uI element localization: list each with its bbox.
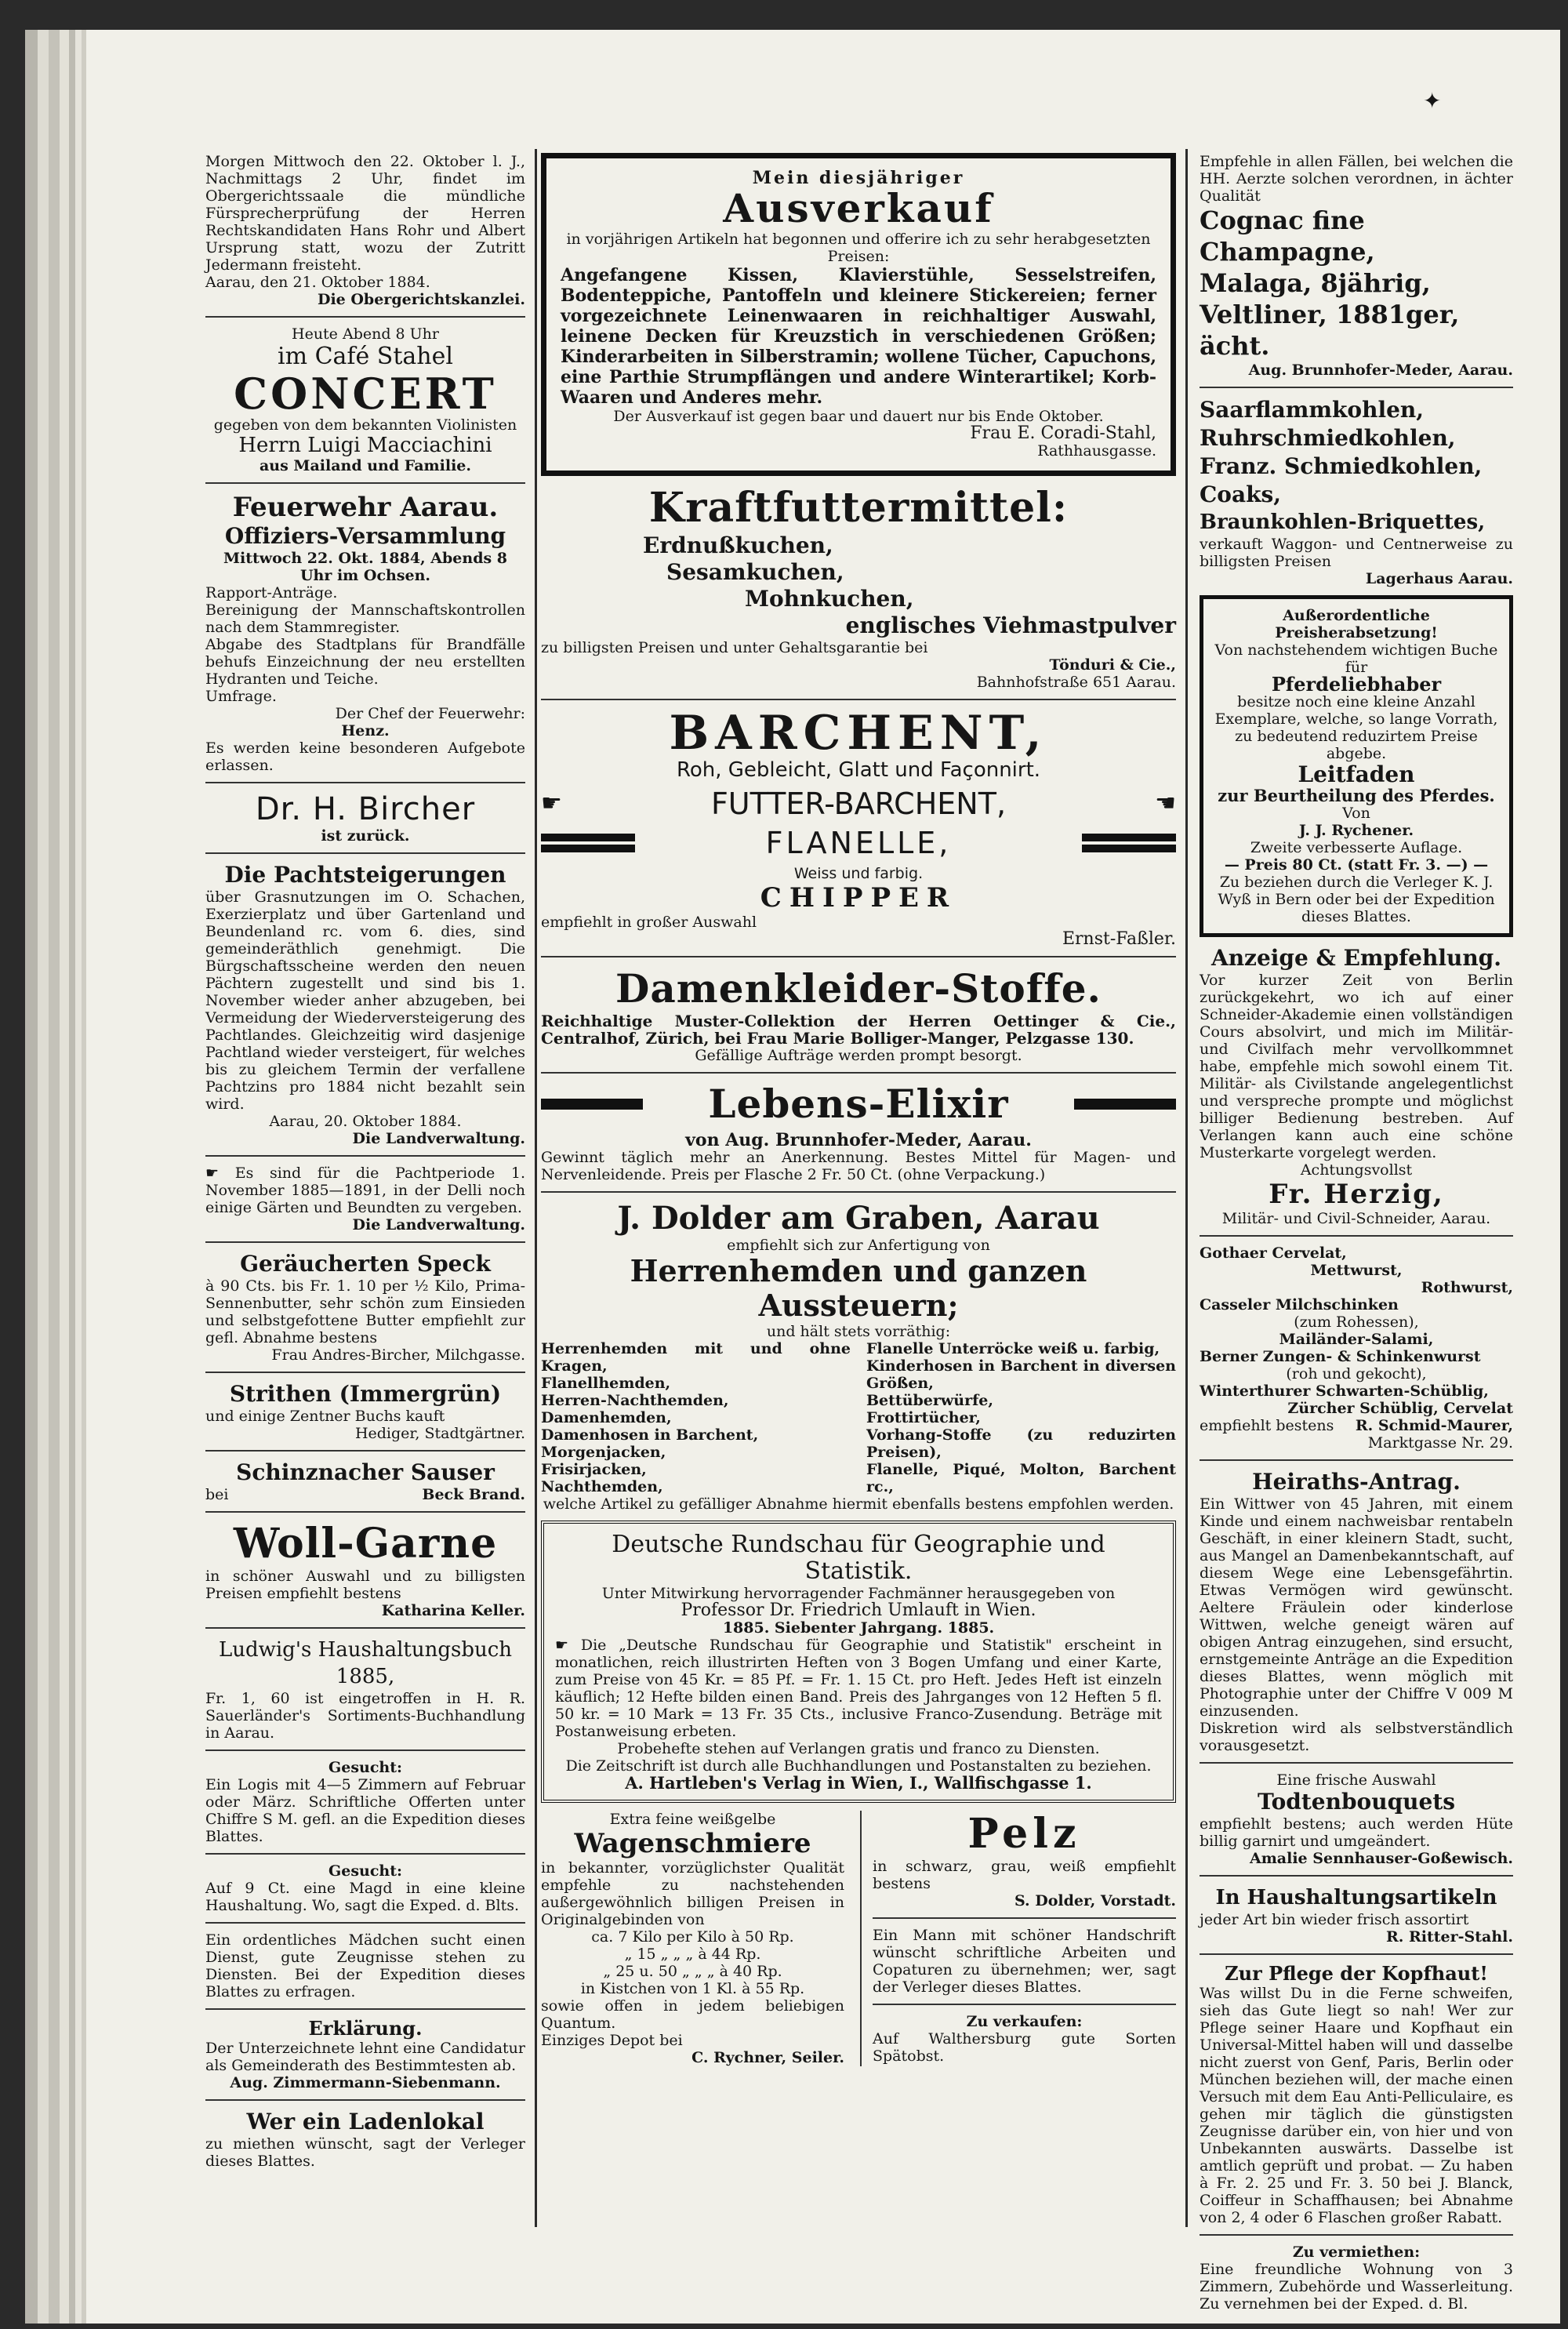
damen-title: Damenkleider-Stoffe. (615, 965, 1102, 1012)
column-2 (541, 153, 1176, 2066)
concert-sub: gegeben von dem bekannten Violinisten (213, 416, 517, 434)
kohlen-l1: Saarflammkohlen, (1200, 397, 1425, 423)
fire-head: Offiziers-Versammlung (224, 523, 506, 549)
pacht2-text: ☛ Es sind für die Pachtperiode 1. November 1885—1891, in der Delli noch einige Gärten und Beundten zu vergeben. (205, 1164, 525, 1216)
ad-kohlen (1200, 396, 1513, 587)
wurst-item: Mettwurst, (1310, 1262, 1403, 1279)
fire-item: Rapport-Anträge. (205, 584, 338, 601)
vermieten-title: Zu vermiethen: (1292, 2244, 1421, 2261)
pferde-head: Pferdeliebhaber (1271, 673, 1442, 696)
pferde-title: Leitfaden (1298, 761, 1415, 787)
right-subcolumn (860, 1811, 1176, 2066)
ad-kraftfutter (541, 484, 1176, 691)
cognac-sign: Aug. Brunnhofer-Meder, Aarau. (1248, 362, 1513, 379)
elixir-title: Lebens-Elixir (708, 1081, 1009, 1127)
separator (205, 782, 525, 783)
ad-pferde (1200, 595, 1513, 937)
erklaerung-text: Der Unterzeichnete lehnt eine Candidatur als Gemeinderath des Bestimmtesten ab. (205, 2040, 525, 2074)
wurst-sign1: R. Schmid-Maurer, (1355, 1417, 1513, 1434)
buch-title: Ludwig's Haushaltungsbuch 1885, (218, 1638, 513, 1688)
ad-herzig (1200, 945, 1513, 1227)
wolle-text: in schöner Auswahl und zu billigsten Preisen empfiehlt bestens (205, 1568, 525, 1602)
black-bar (541, 845, 635, 852)
gesucht1-text: Ein Logis mit 4—5 Zimmern auf Februar oder März. Schriftliche Offerten unter Chiffre S M. gefl. an die Expedition dieses Blattes. (205, 1776, 525, 1845)
kohlen-l5: Braunkohlen-Briquettes, (1200, 510, 1486, 534)
ad-cognac (1200, 153, 1513, 379)
separator (1200, 2234, 1513, 2236)
black-bar (1074, 1099, 1176, 1110)
kopfhaut-text: Was willst Du in die Ferne schweifen, sieh das Gute liegt so nah! Wer zur Pflege seiner Haare und Kopfhaut ein Universal-Mittel haben will und dasselbe nicht zuerst von Genf, Paris, Berlin oder München beziehen will, der mache einen Versuch mit dem Eau Anti-Pelliculaire, es gehen mir täglich die günstigsten Zeugnisse darüber ein, von hier und von Unbekannten auswärts. Dasselbe ist amtlich geprüft und probat. — Zu haben à Fr. 2. 25 und Fr. 3. 50 bei J. Blanck, Coiffeur in Schaffhausen; bei Abnahme von 2, 4 oder 6 Flaschen großer Rabatt. (1200, 1985, 1513, 2226)
list-item: Morgenjacken, (541, 1444, 666, 1461)
pferde-text: besitze noch eine kleine Anzahl Exemplare, welche, so lange Vorrath, zu bedeutend reduzirtem Preise abgebe. (1214, 693, 1498, 762)
wagen-price: in Kistchen von 1 Kl. à 55 Rp. (580, 1980, 805, 1997)
ad-strithen (205, 1381, 525, 1442)
wagen-top: Extra feine weißgelbe (609, 1811, 776, 1828)
ad-concert (205, 325, 525, 474)
fire-item: Bereinigung der Mannschaftskontrollen nach dem Stammregister. (205, 601, 525, 636)
kraft-title: Kraftfuttermittel: (648, 484, 1069, 532)
separator (205, 1922, 525, 1924)
ad-gesucht-1 (205, 1759, 525, 1845)
ad-buch (205, 1637, 525, 1742)
haushalt-sign: R. Ritter-Stahl. (1385, 1928, 1513, 1946)
concert-name: Herrn Luigi Macciachini (238, 434, 492, 457)
fire-when: Mittwoch 22. Okt. 1884, Abends 8 Uhr im Ochsen. (223, 550, 508, 584)
pacht-text: über Grasnutzungen im O. Schachen, Exerzierplatz und über Gartenland und Beundenland rc. vom 6. dies, sind gemeinderäthlich genehmigt. Die Bürgschaftsscheine werden den neuen Pächtern zugestellt und sind bis 1. November wieder anher abzugeben, bei Vermeidung der Wiederversteigerung des Pachtlandes. Gleichzeitig wird dasjenige Pachtland wieder versteigert, für welches bis zu gleichem Termin der verfallene Pachtzins pro 1884 nicht bezahlt sein wird. (205, 888, 525, 1113)
verkauf-title: Zu verkaufen: (966, 2013, 1083, 2030)
concert-venue: im Café Stahel (278, 343, 453, 370)
wurst-item: Zürcher Schüblig, Cervelat (1287, 1400, 1513, 1417)
wurst-sign2: Marktgasse Nr. 29. (1367, 1434, 1513, 1452)
list-item: Flanelle, Piqué, Molton, Barchent rc., (866, 1461, 1176, 1495)
sauser-line (205, 1486, 525, 1503)
ad-gesucht-2 (205, 1862, 525, 1914)
barchent-weiss: Weiss und farbig. (793, 865, 924, 882)
black-bar (1082, 845, 1176, 852)
wagen-price: „ 15 „ „ „ à 44 Rp. (624, 1946, 761, 1963)
ad-bouquets (1200, 1771, 1513, 1867)
ausverkauf-sign1: Frau E. Coradi-Stahl, (970, 423, 1156, 443)
ausverkauf-title: Ausverkauf (723, 185, 994, 231)
ad-kopfhaut (1200, 1963, 1513, 2226)
speck-text: à 90 Cts. bis Fr. 1. 10 per ½ Kilo, Prima-Sennenbutter, sehr schön zum Einsieden und selbstgefottene Butter empfiehlt zur gefl. Abnahme bestens (205, 1277, 525, 1346)
separator (873, 2004, 1176, 2005)
erklaerung-sign: Aug. Zimmermann-Siebenmann. (230, 2074, 501, 2091)
kohlen-sign: Lagerhaus Aarau. (1365, 570, 1513, 587)
kohlen-l4: Coaks, (1200, 481, 1282, 507)
haushalt-text: jeder Art bin wieder frisch assortirt (1200, 1911, 1469, 1928)
gesucht2-text: Auf 9 Ct. eine Magd in eine kleine Haushaltung. Wo, sagt die Exped. d. Blts. (205, 1880, 525, 1914)
list-item: Vorhang-Stoffe (zu reduzirten Preisen), (866, 1426, 1176, 1461)
ad-mann: Ein Mann mit schöner Handschrift wünscht schriftliche Arbeiten und Copaturen zu übernehmen; wer, sagt der Verleger dieses Blattes. (873, 1927, 1176, 1996)
gesucht2-title: Gesucht: (328, 1862, 402, 1880)
list-item: Herren-Nachthemden, (541, 1392, 729, 1409)
wurst-item: Rothwurst, (1421, 1279, 1513, 1296)
separator (541, 699, 1176, 700)
wagen-price: „ 25 u. 50 „ „ „ à 40 Rp. (603, 1963, 782, 1980)
list-item: Flanellhemden, (541, 1375, 671, 1392)
dolder-right-list (866, 1340, 1176, 1495)
separator (205, 852, 525, 854)
wagen-price: ca. 7 Kilo per Kilo à 50 Rp. (591, 1928, 794, 1946)
separator (541, 956, 1176, 957)
erklaerung-title: Erklärung. (308, 2017, 423, 2040)
ad-sauser (205, 1459, 525, 1503)
rundschau-editor: Professor Dr. Friedrich Umlauft in Wien. (681, 1601, 1036, 1620)
verkauf-text: Auf Walthersburg gute Sorten Spätobst. (873, 2030, 1176, 2065)
separator (1200, 1235, 1513, 1237)
wurst-item: Mailänder-Salami, (1279, 1331, 1434, 1348)
kraft-text: zu billigsten Preisen und unter Gehaltsgarantie bei (541, 639, 928, 656)
court-date: Aarau, den 21. Oktober 1884. (205, 274, 430, 291)
vermieten-text: Eine freundliche Wohnung von 3 Zimmern, Zubehörde und Wasserleitung. Zu vernehmen bei der Exped. d. Bl. (1200, 2261, 1513, 2313)
kohlen-l2: Ruhrschmiedkohlen, (1200, 425, 1456, 451)
ausverkauf-items: Angefangene Kissen, Klavierstühle, Sesselstreifen, Bodenteppiche, Pantoffeln und kleinere Stickereien; ferner vorgezeichnete Leinenwaaren in reichhaltiger Auswahl, leinene Decken für Kreuzstich in verschiedenen Größen; Kinderarbeiten in Silberstramin; wollene Tücher, Capuchons, eine Parthie Strumpflängen und andere Winterartikel; Korb-Waaren und Anderes mehr. (561, 265, 1156, 408)
ad-maedchen: Ein ordentliches Mädchen sucht einen Dienst, gute Zeugnisse stehen zu Diensten. Bei der Expedition dieses Blattes zu erfragen. (205, 1931, 525, 2000)
ausverkauf-top: Mein diesjähriger (752, 168, 965, 188)
laden-text: zu miethen wünscht, sagt der Verleger dieses Blattes. (205, 2135, 525, 2170)
ad-erklaerung (205, 2018, 525, 2091)
kraft-l1: Erdnußkuchen, (643, 532, 833, 558)
ad-vermieten (1200, 2244, 1513, 2313)
elixir-row (541, 1081, 1176, 1127)
barchent-sign: Ernst-Faßler. (1062, 929, 1176, 949)
pacht2-sign: Die Landverwaltung. (352, 1216, 525, 1234)
herzig-text: Vor kurzer Zeit von Berlin zurückgekehrt, wo ich auf einer Schneider-Akademie einen vollständigen Cours absolvirt, und mich im Militär- und Civilfach mehr vervollkommnet habe, empfehle mich sowohl einem Tit. Militär- als Civilstande angelegentlichst und verspreche prompte und möglichst billiger Bedienung bestreben. Auf Verlangen kann auch eine schöne Musterkarte vorgelegt werden. (1200, 972, 1513, 1161)
ausverkauf-terms: Der Ausverkauf ist gegen baar und dauert nur bis Ende Oktober. (613, 408, 1104, 425)
ad-rundschau (541, 1521, 1176, 1803)
separator (1200, 387, 1513, 388)
dolder-big: Herrenhemden und ganzen Aussteuern; (630, 1253, 1087, 1323)
pferde-ed: Zweite verbesserte Auflage. (1250, 839, 1463, 856)
wagen-depot: Einziges Depot bei (541, 2032, 683, 2049)
herzig-vol: Achtungsvollst (1300, 1161, 1413, 1179)
dolder-title: J. Dolder am Graben, Aarau (617, 1200, 1100, 1237)
kraft-sign2: Bahnhofstraße 651 Aarau. (976, 674, 1176, 691)
list-item: Bettüberwürfe, (866, 1392, 993, 1409)
list-item: Damenhosen in Barchent, (541, 1426, 759, 1444)
separator (1200, 1875, 1513, 1877)
rundschau-text3: Die Zeitschrift ist durch alle Buchhandlungen und Postanstalten zu beziehen. (565, 1757, 1152, 1775)
sauser-left: bei (205, 1486, 229, 1503)
wurst-item: Winterthurer Schwarten-Schüblig, (1200, 1383, 1489, 1400)
ausverkauf-intro: in vorjährigen Artikeln hat begonnen und offerire ich zu sehr herabgesetzten Preisen: (566, 231, 1151, 265)
wagen-sign: C. Rychner, Seiler. (691, 2049, 844, 2066)
column-1 (205, 153, 525, 2170)
ad-court-exam (205, 153, 525, 308)
elixir-by: von Aug. Brunnhofer-Meder, Aarau. (685, 1130, 1032, 1150)
separator (205, 482, 525, 484)
barchent-chipper: CHIPPER (760, 882, 957, 914)
wurst-item: Casseler Milchschinken (1200, 1296, 1399, 1313)
wurst-item: Gothaer Cervelat, (1200, 1244, 1347, 1262)
ad-ladenlokal (205, 2109, 525, 2170)
concert-from: aus Mailand und Familie. (260, 457, 471, 474)
buch-text: Fr. 1, 60 ist eingetroffen in H. R. Sauerländer's Sortiments-Buchhandlung in Aarau. (205, 1690, 525, 1742)
separator (205, 316, 525, 318)
speck-sign: Frau Andres-Bircher, Milchgasse. (271, 1346, 525, 1364)
list-item: Nachthemden, (541, 1478, 663, 1495)
kohlen-text: verkauft Waggon- und Centnerweise zu billigsten Preisen (1200, 536, 1513, 570)
herzig-name: Fr. Herzig, (1269, 1179, 1444, 1210)
kraft-l3: Mohnkuchen, (745, 586, 914, 612)
heirath-note: Diskretion wird als selbstverständlich vorausgesetzt. (1200, 1720, 1513, 1754)
ad-pelz (873, 1811, 1176, 1909)
speck-title: Geräucherten Speck (240, 1251, 491, 1277)
ad-pacht (205, 862, 525, 1147)
wurst-sign-row (1200, 1417, 1513, 1434)
list-item: Kinderhosen in Barchent in diversen Größen, (866, 1357, 1176, 1392)
concert-title: CONCERT (234, 369, 497, 419)
ad-wurst (1200, 1244, 1513, 1452)
strithen-title: Strithen (Immergrün) (229, 1381, 502, 1407)
separator (205, 1749, 525, 1751)
ad-barchent (541, 708, 1176, 948)
black-bar (541, 1099, 643, 1110)
bars-right (1082, 830, 1176, 856)
pacht-date: Aarau, 20. Oktober 1884. (269, 1113, 462, 1130)
sauser-right: Beck Brand. (422, 1486, 525, 1503)
pferde-top: Außerordentliche Preisherabsetzung! (1275, 607, 1438, 641)
ad-heirath (1200, 1469, 1513, 1754)
wolle-title: Woll-Garne (233, 1520, 498, 1568)
bouquets-sign: Amalie Sennhauser-Goßewisch. (1249, 1850, 1513, 1867)
separator (205, 2008, 525, 2010)
spacer (1200, 587, 1513, 595)
fire-sign2: Henz. (341, 722, 390, 739)
wurst-item: Berner Zungen- & Schinkenwurst (1200, 1348, 1481, 1365)
pferde-by: Von (1342, 805, 1370, 822)
dolder-sub2: und hält stets vorräthig: (766, 1323, 951, 1340)
pointing-hand-left-icon: ☚ (1155, 790, 1176, 817)
corner-mark: ✦ (1423, 88, 1442, 114)
pferde-text2: Zu beziehen durch die Verleger K. J. Wyß in Bern oder bei der Expedition dieses Blattes. (1218, 874, 1495, 925)
damen-note: Gefällige Aufträge werden prompt besorgt. (695, 1047, 1022, 1064)
ad-pacht-2 (205, 1164, 525, 1234)
separator (205, 1627, 525, 1629)
barchent-flanelle-row (541, 826, 1176, 860)
black-bar (541, 834, 635, 841)
ad-damenkleider (541, 965, 1176, 1064)
haushalt-title: In Haushaltungsartikeln (1215, 1886, 1497, 1909)
concert-top: Heute Abend 8 Uhr (292, 325, 439, 343)
fire-item: Umfrage. (205, 688, 277, 705)
separator (541, 1072, 1176, 1074)
kraft-l2: Sesamkuchen, (666, 559, 844, 585)
list-item: Frisirjacken, (541, 1461, 647, 1478)
cognac-intro: Empfehle in allen Fällen, bei welchen die HH. Aerzte solchen verordnen, in ächter Qualität (1200, 153, 1513, 205)
pelz-text: in schwarz, grau, weiß empfiehlt bestens (873, 1858, 1176, 1892)
ad-wolle (205, 1521, 525, 1619)
wurst-text: empfiehlt bestens (1200, 1417, 1334, 1434)
cognac-l1: Cognac fine Champagne, (1200, 205, 1375, 267)
dolder-bottom: welche Artikel zu gefälliger Abnahme hiermit ebenfalls bestens empfohlen werden. (543, 1495, 1174, 1513)
separator (1200, 1762, 1513, 1764)
wagen-title: Wagenschmiere (574, 1828, 811, 1859)
pelz-title: Pelz (967, 1810, 1081, 1858)
separator (205, 2099, 525, 2101)
separator (205, 1372, 525, 1373)
separator (1200, 1953, 1513, 1955)
list-item: Damenhemden, (541, 1409, 672, 1426)
pferde-title2: zur Beurtheilung des Pferdes. (1218, 786, 1495, 805)
ad-haushalt (1200, 1884, 1513, 1946)
bouquets-top: Eine frische Auswahl (1276, 1771, 1436, 1789)
separator (873, 1917, 1176, 1919)
court-text: Morgen Mittwoch den 22. Oktober l. J., Nachmittags 2 Uhr, findet im Obergerichtssaale die mündliche Fürsprecherprüfung der Herren Rechtskandidaten Hans Rohr und Albert Ursprung statt, wozu der Zutritt Jedermann freisteht. (205, 153, 525, 274)
ad-bircher (205, 791, 525, 845)
barchent-title: BARCHENT, (669, 706, 1048, 761)
column-rule-right (1185, 149, 1188, 2227)
fire-title: Feuerwehr Aarau. (232, 492, 499, 523)
kohlen-l3: Franz. Schmiedkohlen, (1200, 453, 1483, 479)
heirath-title: Heiraths-Antrag. (1252, 1469, 1461, 1495)
ad-speck (205, 1251, 525, 1364)
laden-title: Wer ein Ladenlokal (246, 2109, 485, 2135)
list-item: Flanelle Unterröcke weiß u. farbig, (866, 1340, 1160, 1357)
separator (1200, 1459, 1513, 1461)
ad-wagenschmiere (541, 1811, 844, 2066)
list-item: Frottirtücher, (866, 1409, 981, 1426)
dolder-left-list (541, 1340, 851, 1495)
wurst-item: (roh und gekocht), (1286, 1365, 1427, 1383)
ad-fire-brigade (205, 492, 525, 774)
gesucht1-title: Gesucht: (328, 1759, 402, 1776)
separator (205, 1155, 525, 1157)
herzig-title: Anzeige & Empfehlung. (1210, 945, 1502, 971)
pelz-sign: S. Dolder, Vorstadt. (1014, 1892, 1176, 1909)
kraft-l4: englisches Viehmastpulver (845, 612, 1176, 638)
damen-text: Reichhaltige Muster-Collektion der Herren Oettinger & Cie., Centralhof, Zürich, bei Frau Marie Bolliger-Manger, Pelzgasse 130. (541, 1012, 1176, 1048)
pacht-title: Die Pachtsteigerungen (224, 862, 506, 888)
barchent-text: empfiehlt in großer Auswahl (541, 914, 757, 931)
pointing-hand-right-icon: ☛ (541, 790, 562, 817)
pferde-sub: Von nachstehendem wichtigen Buche für (1214, 641, 1498, 676)
rundschau-text: ☛ Die „Deutsche Rundschau für Geographie und Statistik" erscheint in monatlichen, reich illustrirten Heften von 3 Bogen Umfang und einer Karte, zum Preise von 45 Kr. = 85 Pf. = Fr. 1. 15 Ct. pro Heft. Jedes Heft ist einzeln käuflich; 12 Hefte bilden einen Band. Preis des Jahrganges von 12 Heften 5 fl. 50 kr. = 10 Mark = 13 Fr. 35 Cts., inclusive Franco-Zusendung. Beträge mit Postanweisung erbeten. (555, 1637, 1162, 1740)
barchent-futter: FUTTER-BARCHENT, (710, 787, 1007, 821)
column-3 (1200, 153, 1513, 2313)
bars-left (541, 830, 635, 856)
wolle-sign: Katharina Keller. (381, 1602, 525, 1619)
wagen-text: in bekannter, vorzüglichster Qualität empfehle zu nachstehenden außergewöhnlich billigen Preisen in Originalgebinden von (541, 1859, 844, 1928)
kraft-sign1: Tönduri & Cie., (1049, 656, 1176, 674)
spacer (541, 1513, 1176, 1521)
ausverkauf-sign2: Rathhausgasse. (1037, 442, 1156, 460)
elixir-text: Gewinnt täglich mehr an Anerkennung. Bestes Mittel für Magen- und Nervenleidende. Preis per Flasche 2 Fr. 50 Ct. (ohne Verpackung.) (541, 1149, 1176, 1183)
rundschau-year: 1885. Siebenter Jahrgang. 1885. (722, 1619, 995, 1637)
strithen-text: und einige Zentner Buchs kauft (205, 1408, 445, 1425)
ad-dolder (541, 1201, 1176, 1513)
ad-verkauf (873, 2013, 1176, 2065)
dolder-lists (541, 1340, 1176, 1495)
pferde-author: J. J. Rychener. (1298, 822, 1414, 839)
fire-note: Es werden keine besonderen Aufgebote erlassen. (205, 739, 525, 774)
pferde-price: — Preis 80 Ct. (statt Fr. 3. —) — (1224, 856, 1489, 874)
separator (205, 1853, 525, 1855)
column-rule-left (535, 149, 537, 2227)
rundschau-title: Deutsche Rundschau für Geographie und Statistik. (612, 1531, 1105, 1585)
bircher-name: Dr. H. Bircher (255, 791, 476, 827)
list-item: Herrenhemden mit und ohne Kragen, (541, 1340, 851, 1375)
kopfhaut-title: Zur Pflege der Kopfhaut! (1225, 1962, 1488, 1985)
strithen-sign: Hediger, Stadtgärtner. (354, 1425, 525, 1442)
ad-ausverkauf (541, 153, 1176, 476)
pacht-sign: Die Landverwaltung. (352, 1130, 525, 1147)
bouquets-title: Todtenbouquets (1257, 1789, 1456, 1815)
bottom-split (541, 1811, 1176, 2066)
dolder-sub: empfiehlt sich zur Anfertigung von (727, 1237, 990, 1254)
wurst-item: (zum Rohessen), (1294, 1313, 1419, 1331)
fire-item: Abgabe des Stadtplans für Brandfälle behufs Einzeichnung der neu erstellten Hydranten und Teiche. (205, 636, 525, 688)
herzig-sign: Militär- und Civil-Schneider, Aarau. (1221, 1210, 1491, 1227)
rundschau-text2: Probehefte stehen auf Verlangen gratis und franco zu Diensten. (617, 1740, 1100, 1757)
wagen-text2: sowie offen in jedem beliebigen Quantum. (541, 1997, 844, 2032)
separator (541, 1191, 1176, 1193)
cognac-l3: Veltliner, 1881ger, ächt. (1200, 300, 1460, 361)
bircher-text: ist zurück. (321, 827, 410, 845)
barchent-futter-row (541, 787, 1176, 821)
black-bar (1082, 834, 1176, 841)
separator (205, 1241, 525, 1243)
heirath-text: Ein Wittwer von 45 Jahren, mit einem Kinde und einem nachweisbar rentabeln Geschäft, in einer kleinern Stadt, sucht, aus Mangel an Damenbekanntschaft, auf diesem Wege eine Lebensgefährtin. Etwas Vermögen wird gewünscht. Aeltere Fräulein oder kinderlose Wittwen, welche geneigt wären auf obigen Antrag einzugehen, sind ersucht, ernstgemeinte Anträge an die Expedition dieses Blattes, wenn möglich mit Photographie unter der Chiffre V 009 M einzusenden. (1200, 1495, 1513, 1720)
bouquets-text: empfiehlt bestens; auch werden Hüte billig garnirt und umgeändert. (1200, 1815, 1513, 1850)
cognac-l2: Malaga, 8jährig, (1200, 268, 1431, 298)
rundschau-sub: Unter Mitwirkung hervorragender Fachmänner herausgegeben von (601, 1585, 1116, 1602)
rundschau-publisher: A. Hartleben's Verlag in Wien, I., Wallfischgasse 1. (625, 1773, 1092, 1793)
separator (205, 1450, 525, 1452)
ad-elixir (541, 1081, 1176, 1183)
barchent-flanelle: FLANELLE, (765, 826, 952, 860)
barchent-sub: Roh, Gebleicht, Glatt und Façonnirt. (676, 758, 1041, 782)
court-sign: Die Obergerichtskanzlei. (317, 291, 525, 308)
separator (205, 1511, 525, 1513)
fire-sign1: Der Chef der Feuerwehr: (335, 705, 525, 722)
sauser-title: Schinznacher Sauser (236, 1459, 495, 1485)
